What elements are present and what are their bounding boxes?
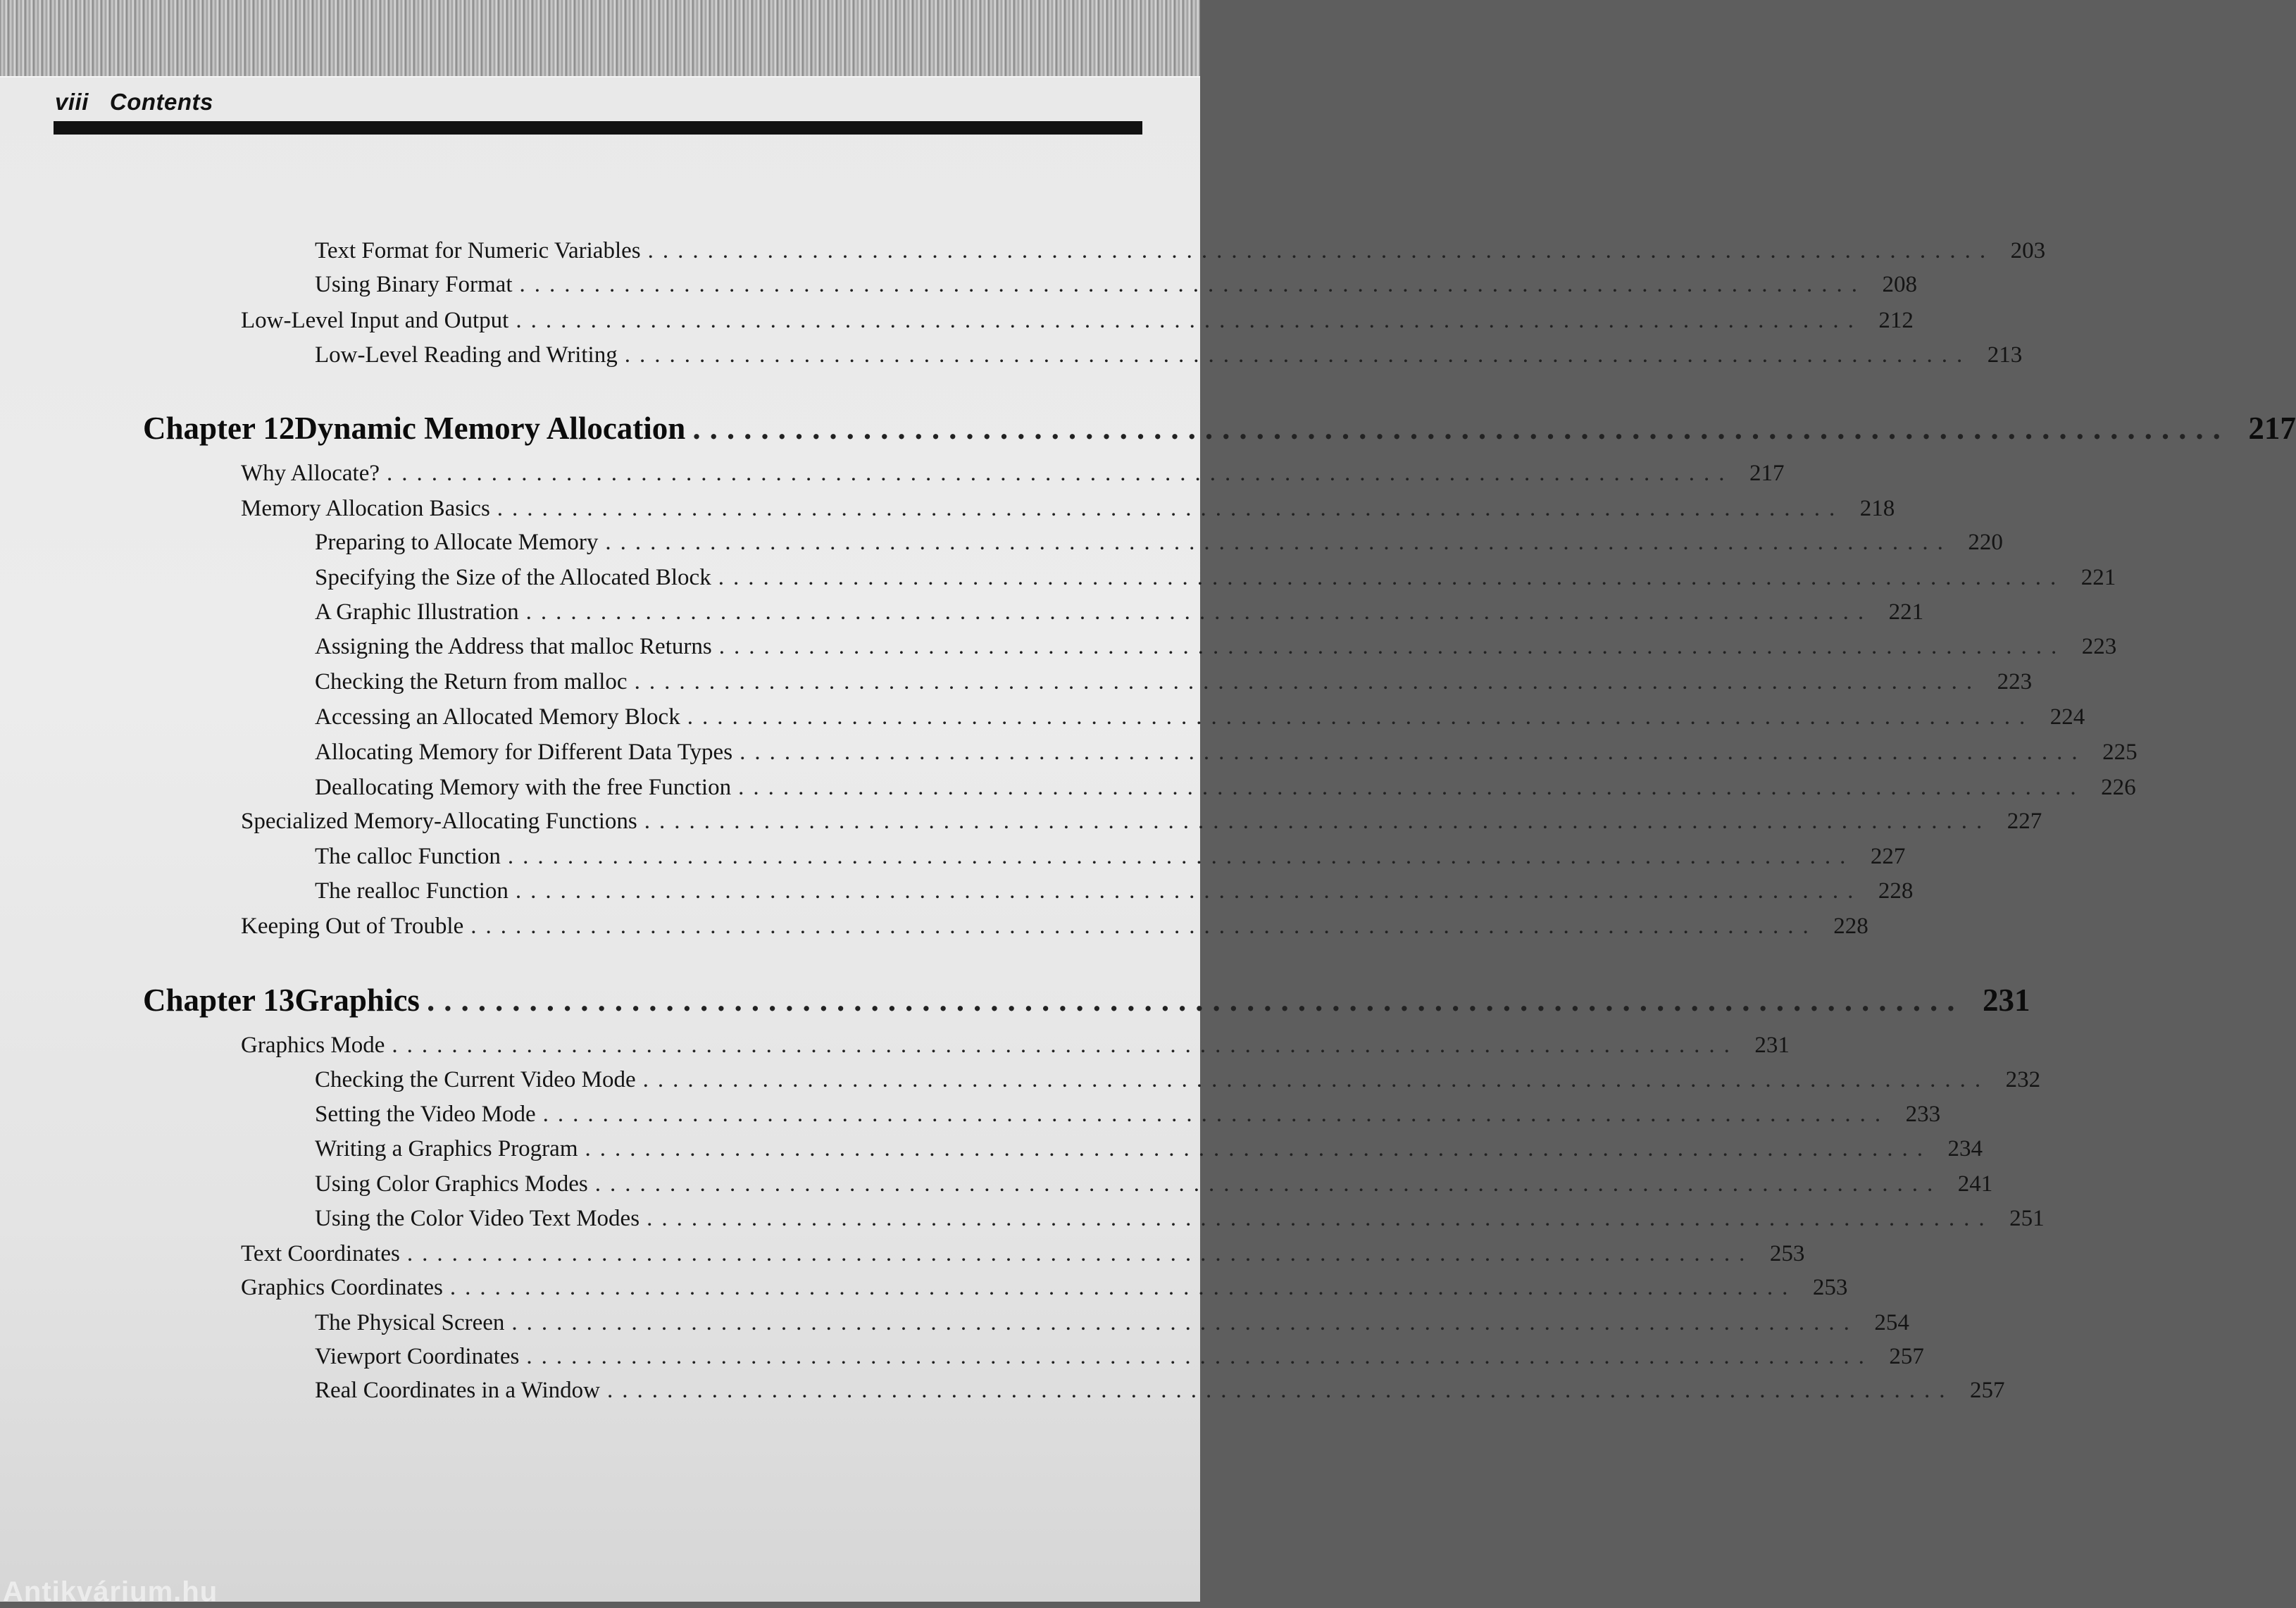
entry-title: Keeping Out of Trouble — [241, 914, 464, 939]
entry-page-number: 220 — [1968, 530, 2003, 555]
entry-page-number: 257 — [1889, 1344, 1924, 1369]
entry-page-number: 203 — [2010, 238, 2046, 263]
entry-page-number: 221 — [1888, 599, 1924, 625]
toc-section-entry — [241, 496, 1895, 522]
entry-title: Viewport Coordinates — [315, 1344, 520, 1369]
entry-title: Specialized Memory-Allocating Functions — [241, 809, 637, 834]
chapter-title: Dynamic Memory Allocation — [294, 411, 686, 446]
dot-leader: .......................................................................................... — [387, 461, 1734, 486]
dot-leader: .......................................................................................... — [449, 1275, 1797, 1300]
entry-title: Using Color Graphics Modes — [315, 1171, 588, 1197]
entry-page-number: 227 — [2007, 809, 2042, 834]
toc-section-entry — [241, 914, 1868, 940]
dot-leader: .......................................................................................... — [525, 599, 1873, 625]
entry-page-number: 221 — [2080, 565, 2116, 590]
toc-subsection-entry — [315, 565, 2116, 591]
toc-subsection-entry — [315, 1067, 2041, 1093]
entry-page-number: 217 — [2248, 411, 2296, 446]
dot-leader: .......................................................................................... — [607, 1378, 1954, 1403]
entry-title: Preparing to Allocate Memory — [315, 530, 599, 555]
chapter-number: Chapter 13 — [143, 983, 295, 1018]
entry-page-number: 228 — [1878, 878, 1914, 904]
entry-title: Accessing an Allocated Memory Block — [315, 704, 680, 730]
dot-leader: .......................................................................................... — [519, 272, 1866, 297]
header-rule — [54, 121, 1142, 135]
entry-title: Checking the Current Video Mode — [315, 1067, 636, 1092]
entry-page-number: 217 — [1749, 461, 1785, 486]
entry-page-number: 225 — [2102, 740, 2138, 765]
toc-section-entry — [241, 809, 2042, 835]
entry-page-number: 223 — [2081, 634, 2117, 659]
entry-title: Using Binary Format — [315, 272, 513, 297]
dot-leader: .......................................................................................... — [507, 844, 1855, 869]
entry-page-number: 213 — [1987, 342, 2023, 368]
dot-leader: .......................................................................................... — [515, 878, 1863, 904]
entry-page-number: 226 — [2101, 775, 2136, 800]
entry-page-number: 253 — [1812, 1275, 1848, 1300]
page-number: viii — [55, 89, 89, 115]
entry-page-number: 234 — [1947, 1136, 1983, 1161]
dot-leader: .......................................................................................... — [426, 983, 1964, 1018]
chapter-heading — [143, 410, 2296, 447]
toc-section-entry — [241, 1275, 1848, 1301]
dot-leader: .......................................................................................... — [406, 1241, 1754, 1266]
dot-leader: .......................................................................................... — [687, 704, 2035, 730]
entry-page-number: 208 — [1882, 272, 1917, 297]
entry-page-number: 253 — [1769, 1241, 1805, 1266]
toc-subsection-entry — [315, 1344, 1924, 1370]
watermark: Antikvárium.hu — [3, 1576, 218, 1607]
dot-leader: .......................................................................................... — [594, 1171, 1942, 1197]
dot-leader: .......................................................................................... — [497, 496, 1845, 521]
entry-title: Real Coordinates in a Window — [315, 1378, 600, 1403]
entry-title: The realloc Function — [315, 878, 509, 904]
toc-subsection-entry — [315, 669, 2033, 695]
entry-title: Assigning the Address that malloc Returns — [315, 634, 712, 659]
entry-page-number: 218 — [1859, 496, 1895, 521]
dot-leader: .......................................................................................... — [470, 914, 1818, 939]
entry-title: The Physical Screen — [315, 1310, 505, 1335]
toc-subsection-entry — [315, 342, 2023, 368]
entry-page-number: 251 — [2009, 1206, 2045, 1231]
entry-title: Writing a Graphics Program — [315, 1136, 578, 1161]
entry-page-number: 241 — [1957, 1171, 1993, 1197]
toc-subsection-entry — [315, 599, 1924, 625]
toc-subsection-entry — [315, 1171, 1993, 1197]
entry-title: Why Allocate? — [241, 461, 380, 486]
entry-page-number: 227 — [1870, 844, 1906, 869]
dot-leader: .......................................................................................... — [718, 634, 2066, 659]
toc-subsection-entry — [315, 1136, 1983, 1162]
toc-subsection-entry — [315, 1310, 1909, 1336]
dot-leader: .......................................................................................... — [516, 308, 1863, 333]
toc-subsection-entry — [315, 1378, 2005, 1404]
entry-title: Allocating Memory for Different Data Types — [315, 740, 733, 765]
toc-subsection-entry — [315, 272, 1917, 298]
toc-subsection-entry — [315, 530, 2003, 556]
entry-title: Checking the Return from malloc — [315, 669, 628, 694]
dot-leader: .......................................................................................... — [647, 238, 1995, 263]
chapter-heading — [143, 982, 2030, 1018]
running-title: Contents — [109, 89, 213, 115]
dot-leader: .......................................................................................... — [634, 669, 1982, 694]
dot-leader: .......................................................................................... — [511, 1310, 1859, 1335]
entry-page-number: 228 — [1833, 914, 1868, 939]
toc-section-entry — [241, 1033, 1790, 1059]
dot-leader: .......................................................................................... — [605, 530, 1952, 555]
entry-title: Deallocating Memory with the free Function — [315, 775, 732, 800]
toc-subsection-entry — [315, 775, 2136, 801]
dot-leader: .......................................................................................... — [585, 1136, 1932, 1161]
entry-title: Graphics Mode — [241, 1033, 385, 1058]
toc-subsection-entry — [315, 704, 2085, 730]
entry-title: Specifying the Size of the Allocated Block — [315, 565, 711, 590]
entry-title: Low-Level Reading and Writing — [315, 342, 618, 368]
entry-page-number: 257 — [1970, 1378, 2005, 1403]
entry-title: Low-Level Input and Output — [241, 308, 509, 333]
entry-title: Using the Color Video Text Modes — [315, 1206, 640, 1231]
dot-leader: .......................................................................................... — [692, 411, 2230, 446]
toc-section-entry — [241, 461, 1785, 487]
entry-title: Memory Allocation Basics — [241, 496, 490, 521]
chapter-title: Graphics — [294, 983, 420, 1018]
toc-subsection-entry — [315, 1206, 2045, 1232]
dot-leader: .......................................................................................... — [526, 1344, 1873, 1369]
toc-subsection-entry — [315, 878, 1914, 904]
entry-title: The calloc Function — [315, 844, 501, 869]
entry-page-number: 232 — [2005, 1067, 2041, 1092]
dot-leader: .......................................................................................... — [642, 1067, 1990, 1092]
toc-subsection-entry — [315, 844, 1906, 870]
dot-leader: .......................................................................................... — [624, 342, 1972, 368]
toc-subsection-entry — [315, 238, 2046, 264]
entry-title: Graphics Coordinates — [241, 1275, 443, 1300]
toc-subsection-entry — [315, 740, 2138, 766]
dot-leader: .......................................................................................... — [647, 1206, 1994, 1231]
entry-page-number: 231 — [1754, 1033, 1790, 1058]
entry-page-number: 254 — [1874, 1310, 1909, 1335]
book-page — [0, 76, 1200, 1602]
toc-subsection-entry — [315, 1102, 1941, 1128]
entry-page-number: 223 — [1997, 669, 2033, 694]
dot-leader: .......................................................................................... — [718, 565, 2066, 590]
dot-leader: .......................................................................................... — [644, 809, 1992, 834]
chapter-number: Chapter 12 — [143, 411, 295, 446]
entry-title: Text Format for Numeric Variables — [315, 238, 641, 263]
dot-leader: .......................................................................................... — [740, 740, 2087, 765]
entry-title: Text Coordinates — [241, 1241, 400, 1266]
dot-leader: .......................................................................................... — [392, 1033, 1739, 1058]
toc-section-entry — [241, 1241, 1805, 1267]
entry-page-number: 212 — [1878, 308, 1914, 333]
dot-leader: .......................................................................................... — [542, 1102, 1890, 1127]
entry-page-number: 231 — [1982, 983, 2030, 1018]
toc-section-entry — [241, 308, 1914, 334]
entry-title: A Graphic Illustration — [315, 599, 519, 625]
dot-leader: .......................................................................................... — [738, 775, 2085, 800]
running-head — [55, 89, 213, 116]
entry-page-number: 233 — [1905, 1102, 1941, 1127]
entry-page-number: 224 — [2049, 704, 2085, 730]
toc-subsection-entry — [315, 634, 2117, 660]
entry-title: Setting the Video Mode — [315, 1102, 536, 1127]
